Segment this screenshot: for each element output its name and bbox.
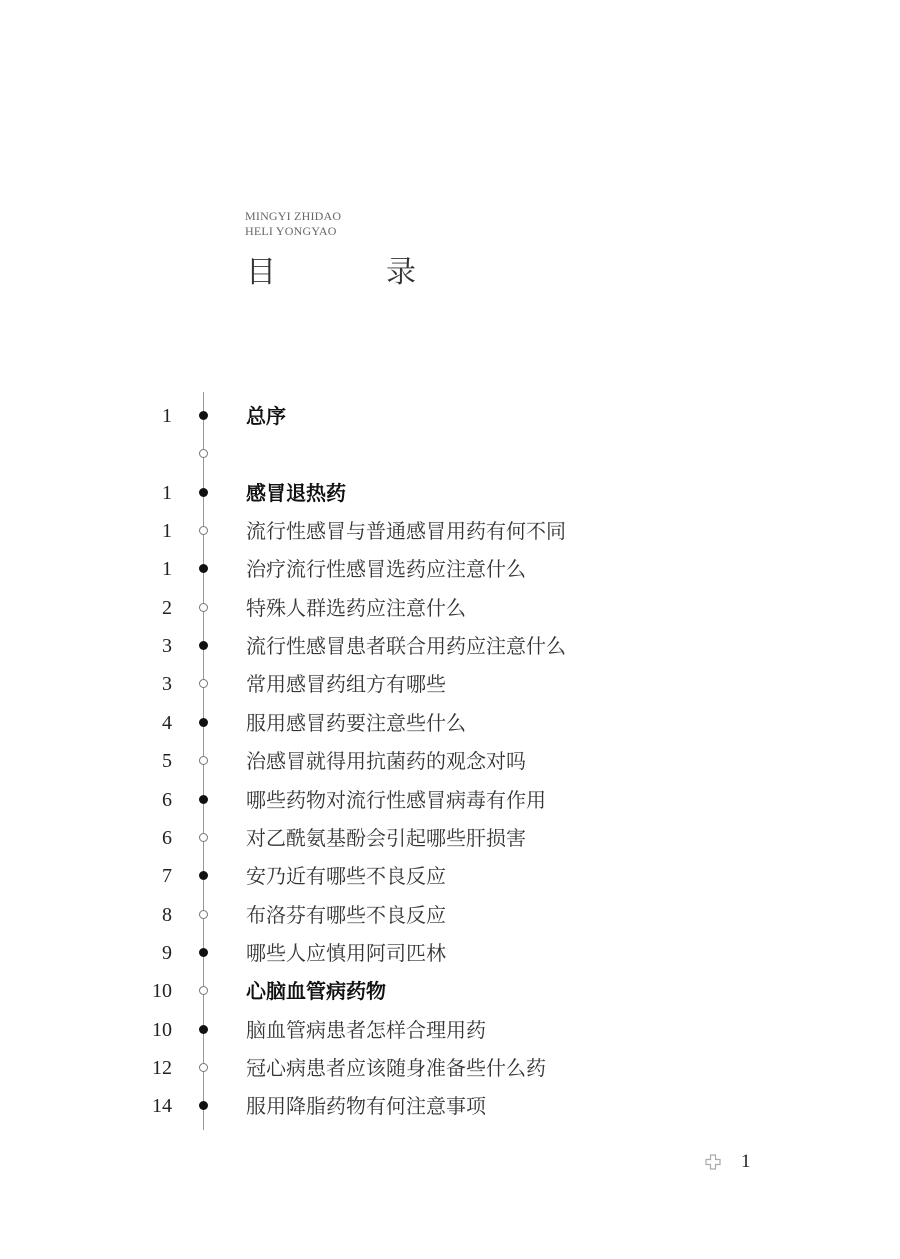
toc-title: 常用感冒药组方有哪些 xyxy=(246,672,446,697)
hollow-dot-icon xyxy=(199,449,208,458)
toc-entry[interactable] xyxy=(0,1011,900,1049)
hollow-dot-icon xyxy=(199,986,208,995)
toc-page-number: 3 xyxy=(162,635,172,658)
toc-title: 哪些人应慎用阿司匹林 xyxy=(246,940,446,965)
toc-entry[interactable] xyxy=(0,589,900,627)
toc-page-number: 5 xyxy=(162,750,172,773)
toc-title: 脑血管病患者怎样合理用药 xyxy=(246,1017,486,1042)
series-name-line-1: MINGYI ZHIDAO xyxy=(245,209,342,223)
toc-page-number: 1 xyxy=(162,558,172,581)
filled-dot-icon xyxy=(199,871,208,880)
filled-dot-icon xyxy=(199,948,208,957)
toc-title: 感冒退热药 xyxy=(246,480,346,505)
toc-section-heading[interactable] xyxy=(0,972,900,1010)
series-name xyxy=(245,209,341,239)
toc-page-number: 12 xyxy=(152,1056,172,1079)
hollow-dot-icon xyxy=(199,833,208,842)
hollow-dot-icon xyxy=(199,1063,208,1072)
filled-dot-icon xyxy=(199,564,208,573)
hollow-dot-icon xyxy=(199,603,208,612)
filled-dot-icon xyxy=(199,1025,208,1034)
toc-page-number: 10 xyxy=(152,980,172,1003)
toc-title: 安乃近有哪些不良反应 xyxy=(246,864,446,889)
filled-dot-icon xyxy=(199,795,208,804)
toc-entry[interactable] xyxy=(0,550,900,588)
toc-section-heading[interactable] xyxy=(0,474,900,512)
hollow-dot-icon xyxy=(199,679,208,688)
toc-page-number: 8 xyxy=(162,903,172,926)
filled-dot-icon xyxy=(199,641,208,650)
series-name-line-2: HELI YONGYAO xyxy=(245,224,337,238)
hollow-dot-icon xyxy=(199,756,208,765)
toc-section-heading[interactable] xyxy=(0,397,900,435)
toc-title: 治感冒就得用抗菌药的观念对吗 xyxy=(246,749,526,774)
toc-title: 治疗流行性感冒选药应注意什么 xyxy=(246,557,526,582)
page-title: 目 录 xyxy=(246,255,456,290)
toc-entry[interactable] xyxy=(0,742,900,780)
toc-entry[interactable] xyxy=(0,781,900,819)
toc-title: 布洛芬有哪些不良反应 xyxy=(246,902,446,927)
toc-page-number: 9 xyxy=(162,941,172,964)
toc-page-number: 14 xyxy=(152,1095,172,1118)
filled-dot-icon xyxy=(199,1101,208,1110)
toc-entry[interactable] xyxy=(0,1049,900,1087)
cross-outline-icon xyxy=(705,1154,721,1170)
toc-page-number: 1 xyxy=(162,405,172,427)
toc-page-number: 7 xyxy=(162,865,172,888)
toc-entry[interactable] xyxy=(0,934,900,972)
page-number: 1 xyxy=(741,1151,751,1172)
toc-entry[interactable] xyxy=(0,435,900,473)
toc-title: 流行性感冒与普通感冒用药有何不同 xyxy=(246,519,566,544)
toc-title: 总序 xyxy=(246,404,286,428)
toc-page-number: 10 xyxy=(152,1018,172,1041)
toc-page-number: 2 xyxy=(162,596,172,619)
toc-entry[interactable] xyxy=(0,1087,900,1125)
toc-title: 对乙酰氨基酚会引起哪些肝损害 xyxy=(246,825,526,850)
hollow-dot-icon xyxy=(199,910,208,919)
filled-dot-icon xyxy=(199,718,208,727)
toc-title: 心脑血管病药物 xyxy=(246,979,386,1004)
toc-entry[interactable] xyxy=(0,512,900,550)
toc-entry[interactable] xyxy=(0,896,900,934)
toc-page-number: 3 xyxy=(162,673,172,696)
toc-entry[interactable] xyxy=(0,665,900,703)
toc-entry[interactable] xyxy=(0,704,900,742)
toc-page-number: 6 xyxy=(162,826,172,849)
toc-page-number: 1 xyxy=(162,481,172,504)
toc-entry[interactable] xyxy=(0,819,900,857)
toc-title: 服用感冒药要注意些什么 xyxy=(246,710,466,735)
filled-dot-icon xyxy=(199,488,208,497)
toc-title: 哪些药物对流行性感冒病毒有作用 xyxy=(246,787,546,812)
toc-title: 服用降脂药物有何注意事项 xyxy=(246,1094,486,1119)
toc-title: 流行性感冒患者联合用药应注意什么 xyxy=(246,634,566,659)
toc-page-number: 1 xyxy=(162,520,172,543)
toc-entry[interactable] xyxy=(0,857,900,895)
hollow-dot-icon xyxy=(199,526,208,535)
filled-dot-icon xyxy=(199,411,208,420)
toc-title: 特殊人群选药应注意什么 xyxy=(246,595,466,620)
toc-page-number: 6 xyxy=(162,788,172,811)
toc-title: 冠心病患者应该随身准备些什么药 xyxy=(246,1055,546,1080)
toc-entry[interactable] xyxy=(0,627,900,665)
toc-page-number: 4 xyxy=(162,711,172,734)
